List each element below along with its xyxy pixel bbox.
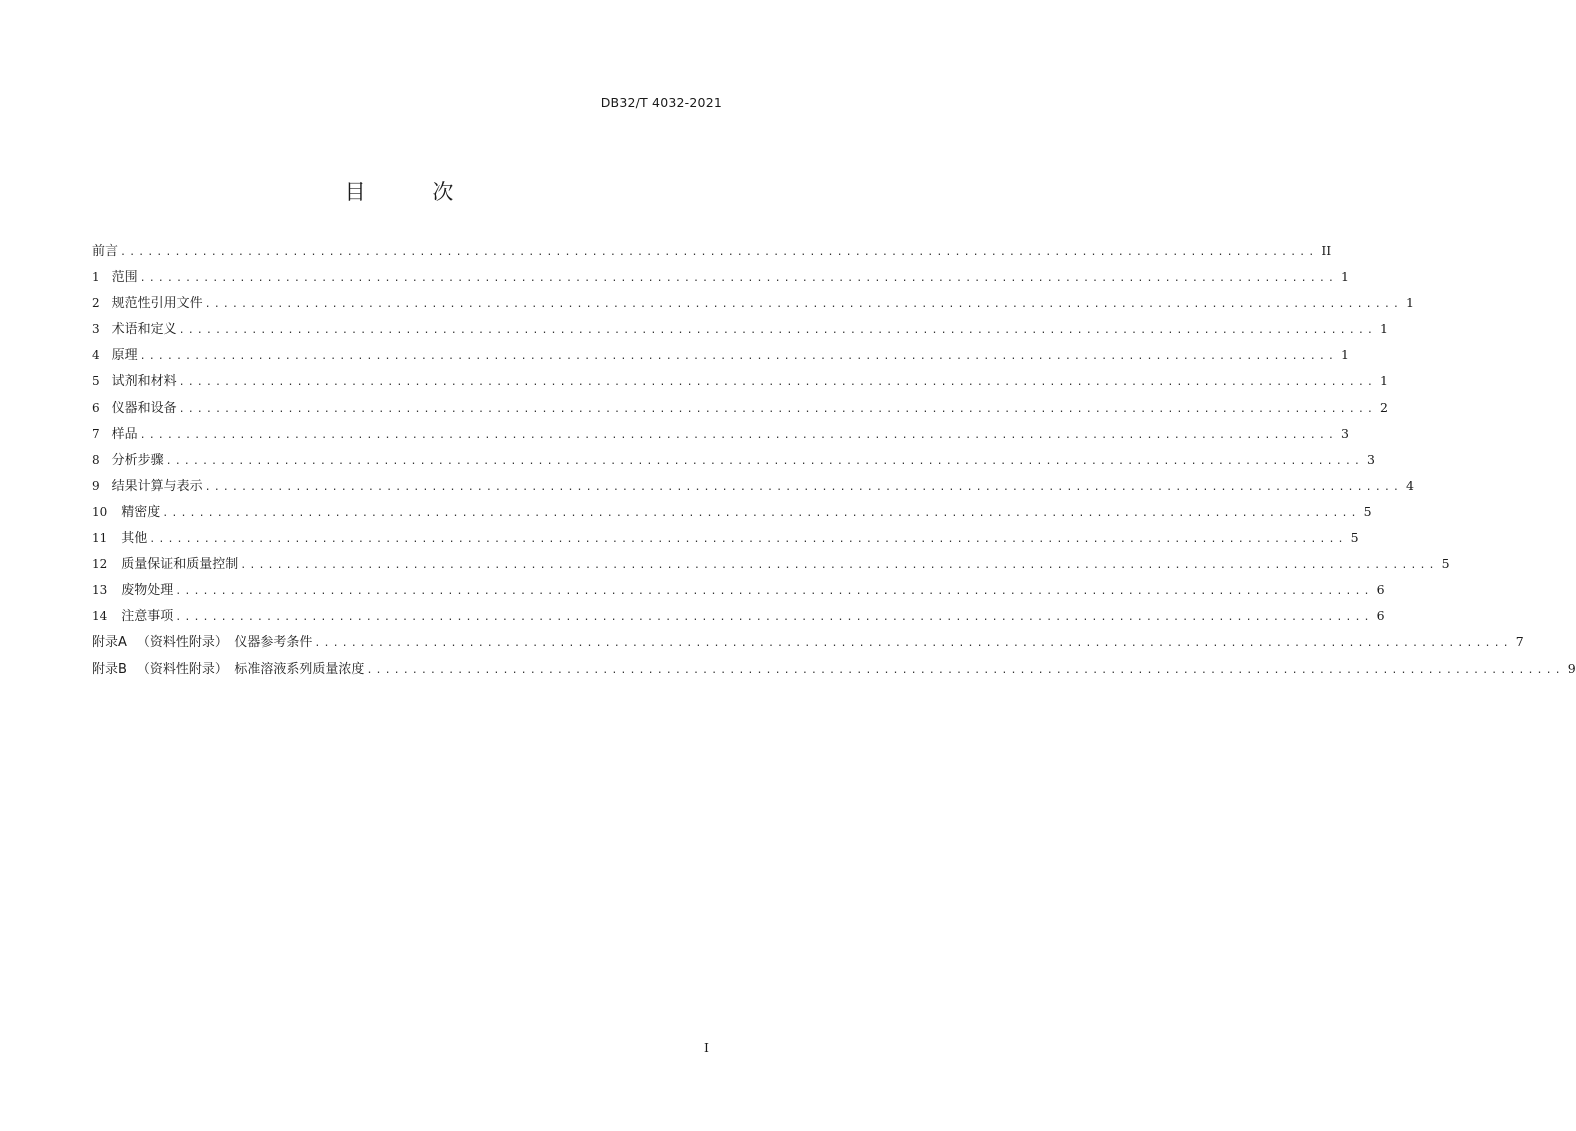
toc-entry-page: 4	[1406, 477, 1414, 493]
toc-entry-2[interactable]	[92, 293, 1414, 319]
toc-leader-dots: ....................................................................................................................................	[139, 351, 1337, 363]
toc-entry-appendix-b[interactable]	[92, 659, 1576, 685]
toc-entry-label: 结果计算与表示	[111, 478, 203, 494]
toc-leader-dots: ....................................................................................................................................	[165, 455, 1363, 467]
toc-leader-dots: ....................................................................................................................................	[175, 612, 1373, 624]
toc-entry-page: II	[1321, 243, 1332, 258]
table-of-contents	[92, 241, 1576, 685]
toc-entry-number: 6	[92, 400, 100, 415]
toc-leader-dots: ....................................................................................................................................	[240, 560, 1438, 572]
toc-leader-dots: ....................................................................................................................................	[178, 403, 1376, 415]
toc-entry-label: 其他	[121, 531, 148, 547]
toc-entry-label: 废物处理	[121, 583, 174, 599]
toc-entry-number: 12	[92, 557, 108, 572]
toc-entry-7[interactable]	[92, 424, 1349, 450]
toc-entry-number: 1	[92, 270, 100, 285]
toc-entry-5[interactable]	[92, 371, 1388, 397]
toc-entry-11[interactable]	[92, 528, 1359, 554]
toc-entry-number: 7	[92, 426, 100, 441]
toc-entry-4[interactable]	[92, 345, 1349, 371]
toc-entry-label: 术语和定义	[111, 322, 177, 338]
toc-entry-3[interactable]	[92, 319, 1388, 345]
toc-entry-label: （资料性附录） 标准溶液系列质量浓度	[136, 661, 365, 677]
toc-leader-dots: ....................................................................................................................................	[162, 507, 1360, 519]
page-number: I	[704, 1040, 709, 1055]
toc-leader-dots: ....................................................................................................................................	[175, 586, 1373, 598]
toc-entry-14[interactable]	[92, 606, 1385, 632]
toc-entry-page: 3	[1367, 451, 1375, 467]
toc-leader-dots: ....................................................................................................................................	[178, 377, 1376, 389]
toc-entry-page: 2	[1380, 399, 1388, 415]
toc-entry-label: 规范性引用文件	[111, 296, 203, 312]
toc-entry-page: 9	[1567, 660, 1576, 676]
toc-entry-6[interactable]	[92, 398, 1388, 424]
toc-entry-label: 精密度	[121, 504, 161, 520]
toc-entry-number: 5	[92, 374, 100, 389]
toc-entry-label: 质量保证和质量控制	[121, 557, 239, 573]
toc-entry-number: 2	[92, 296, 100, 311]
toc-leader-dots: ....................................................................................................................................	[314, 638, 1512, 650]
toc-entry-8[interactable]	[92, 450, 1375, 476]
toc-entry-page: 5	[1441, 556, 1450, 572]
toc-leader-dots: ....................................................................................................................................	[120, 247, 1318, 258]
toc-leader-dots: ....................................................................................................................................	[204, 299, 1402, 311]
toc-leader-dots: ....................................................................................................................................	[139, 273, 1337, 285]
toc-entry-page: 1	[1380, 321, 1388, 337]
toc-entry-page: 3	[1341, 425, 1349, 441]
toc-entry-13[interactable]	[92, 580, 1385, 606]
toc-leader-dots: ....................................................................................................................................	[139, 429, 1337, 441]
toc-entry-label: 注意事项	[121, 609, 174, 625]
toc-entry-number: 10	[92, 504, 108, 519]
toc-entry-number: 14	[92, 609, 108, 624]
toc-entry-number: 9	[92, 478, 100, 493]
toc-leader-dots: ....................................................................................................................................	[149, 534, 1347, 546]
toc-entry-page: 1	[1406, 295, 1414, 311]
toc-entry-9[interactable]	[92, 476, 1414, 502]
toc-entry-label: （资料性附录） 仪器参考条件	[136, 635, 313, 651]
toc-entry-page: 5	[1350, 530, 1359, 546]
toc-entry-label: 范围	[111, 270, 138, 286]
toc-entry-page: 1	[1341, 347, 1349, 363]
toc-entry-foreword[interactable]	[92, 241, 1332, 267]
toc-entry-appendix-a[interactable]	[92, 632, 1524, 658]
toc-entry-page: 6	[1376, 582, 1385, 598]
toc-entry-label: 样品	[111, 426, 138, 442]
toc-entry-label: 试剂和材料	[111, 374, 177, 390]
toc-leader-dots: ....................................................................................................................................	[178, 325, 1376, 337]
toc-entry-label: 原理	[111, 348, 138, 364]
toc-entry-number: 4	[92, 348, 100, 363]
toc-entry-number: 8	[92, 452, 100, 467]
toc-entry-number: 附录A	[92, 635, 127, 651]
page-title: 目 次	[344, 180, 484, 204]
toc-entry-label: 分析步骤	[111, 452, 164, 468]
document-code: DB32/T 4032-2021	[600, 95, 722, 110]
toc-entry-number: 11	[92, 531, 108, 546]
toc-entry-number: 3	[92, 322, 100, 337]
toc-entry-page: 5	[1363, 503, 1372, 519]
toc-entry-10[interactable]	[92, 502, 1372, 528]
toc-entry-page: 6	[1376, 608, 1385, 624]
toc-entry-label: 前言	[92, 244, 119, 259]
toc-entry-page: 1	[1341, 269, 1349, 285]
toc-entry-page: 7	[1515, 634, 1524, 650]
toc-entry-number: 13	[92, 583, 108, 598]
toc-entry-1[interactable]	[92, 267, 1349, 293]
toc-entry-label: 仪器和设备	[111, 400, 177, 416]
toc-entry-number: 附录B	[92, 661, 127, 677]
toc-leader-dots: ....................................................................................................................................	[366, 664, 1564, 676]
toc-entry-12[interactable]	[92, 554, 1450, 580]
toc-leader-dots: ....................................................................................................................................	[204, 481, 1402, 493]
toc-entry-page: 1	[1380, 373, 1388, 389]
